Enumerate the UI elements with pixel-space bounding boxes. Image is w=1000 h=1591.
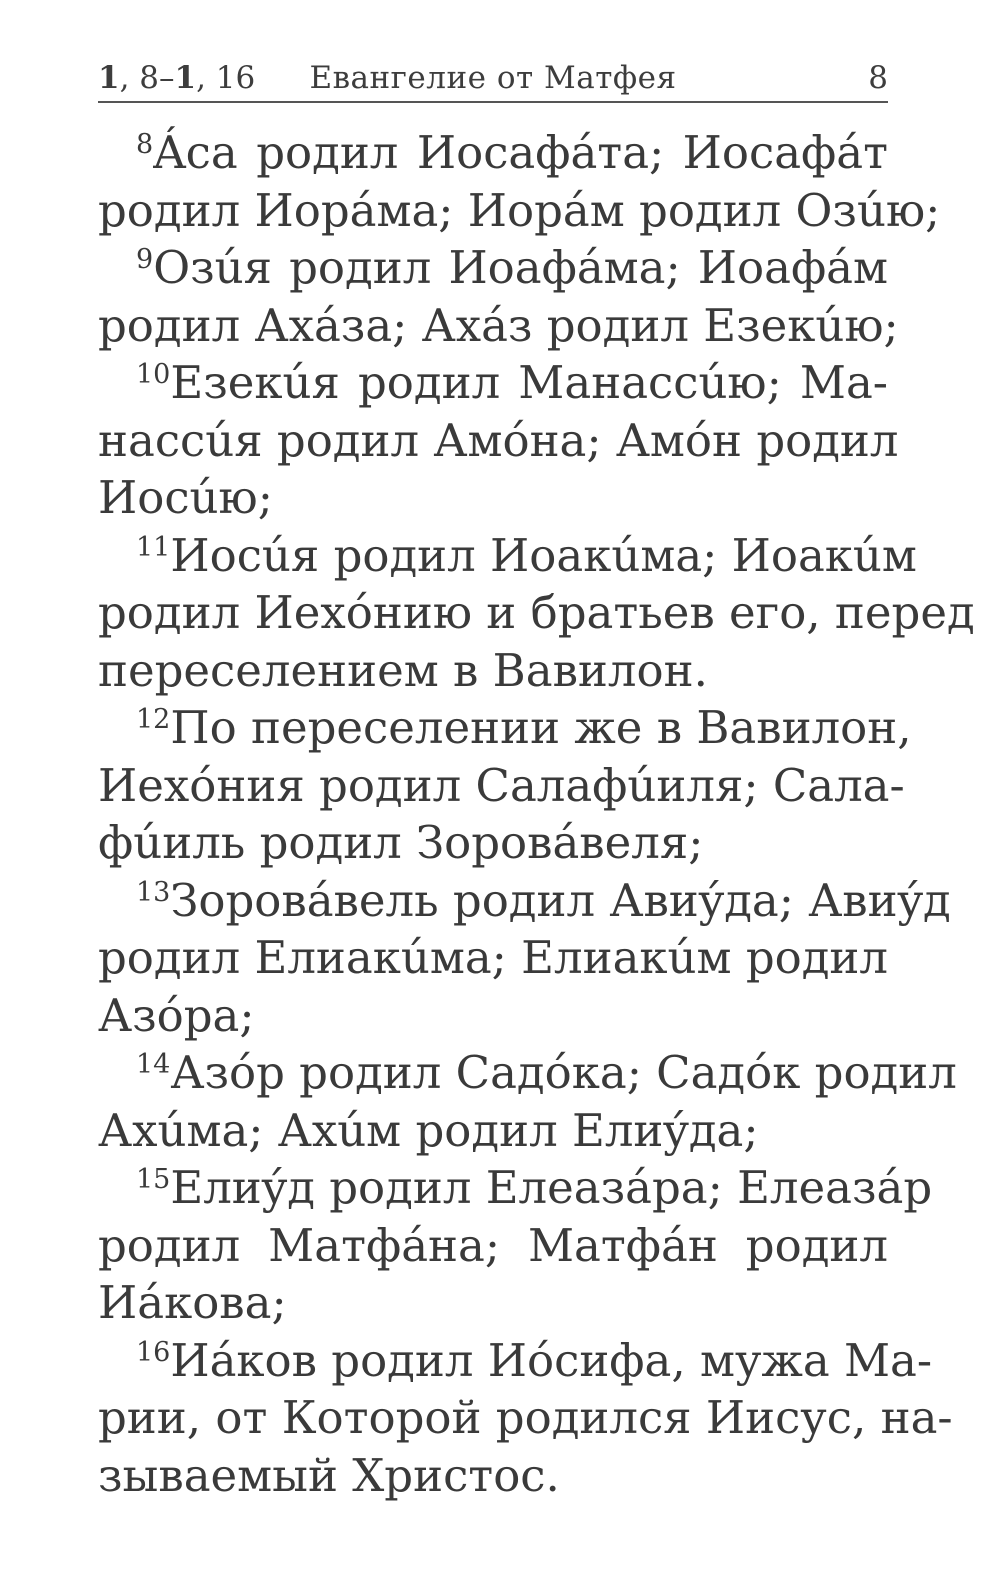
- verse-line: Ахúма; Ахúм родил Елиýда;: [98, 1103, 759, 1157]
- verse-line: $^{15}$Елиýд родил Елеазáра; Елеазáр: [136, 1161, 933, 1214]
- verse-line: родил Иорáма; Иорáм родил Озúю;: [98, 183, 941, 237]
- verse-number: 10: [136, 359, 171, 390]
- verse-line: переселением в Вавилон.: [98, 643, 708, 697]
- verse-line: $^{11}$Иосúя родил Иоакúма; Иоакúм: [136, 528, 917, 582]
- verse-line: Азóра;: [98, 988, 255, 1042]
- verse-line: $^{10}$Езекúя родил Манассúю; Ма-: [136, 356, 888, 409]
- page-number: 8: [868, 60, 888, 96]
- verse-11: [98, 527, 975, 700]
- verse-line: фúиль родил Зоровáвеля;: [98, 816, 704, 869]
- verse-number: 14: [136, 1049, 171, 1080]
- verse-line: зываемый Христос.: [98, 1448, 560, 1502]
- running-head: [98, 58, 888, 98]
- verse-line: родил Матфáна; Матфáн родил: [98, 1218, 888, 1272]
- header-rule: [98, 101, 888, 103]
- verse-line: $^{16}$Иáков родил Иóсифа, мужа Ма-: [136, 1333, 933, 1387]
- verse-line: $^9$Озúя родил Иоафáма; Иоафáм: [136, 241, 888, 294]
- verse-13: [98, 872, 951, 1045]
- verse-number: 9: [136, 244, 154, 275]
- verse-line: родил Ахáза; Ахáз родил Езекúю;: [98, 298, 899, 352]
- verse-line: рии, от Которой родился Иисус, на-: [98, 1391, 953, 1444]
- scripture-text: [98, 124, 975, 1504]
- verse-8: [98, 124, 941, 239]
- verse-9: [98, 239, 899, 354]
- verse-line: Иосúю;: [98, 471, 273, 524]
- verse-line: $^{12}$По переселении же в Вавилон,: [136, 701, 912, 754]
- book-title: Евангелие от Матфея: [309, 60, 677, 96]
- verse-number: 16: [136, 1336, 171, 1368]
- verse-number: 12: [136, 704, 171, 735]
- verse-15: [98, 1159, 933, 1332]
- verse-number: 11: [136, 531, 171, 563]
- verse-line: нассúя родил Амóна; Амóн родил: [98, 413, 899, 467]
- verse-number: 13: [136, 876, 171, 908]
- verse-line: $^8$Áса родил Иосафáта; Иосафáт: [136, 126, 888, 179]
- verse-line: родил Елиакúма; Елиакúм родил: [98, 931, 889, 984]
- verse-12: [98, 699, 912, 872]
- verse-16: [98, 1332, 953, 1505]
- verse-line: $^{14}$Азóр родил Садóка; Садóк родил: [136, 1046, 957, 1099]
- verse-line: Иáкова;: [98, 1276, 287, 1329]
- verse-line: родил Иехóнию и братьев его, перед: [98, 586, 975, 639]
- verse-14: [98, 1044, 957, 1159]
- verse-line: Иехóния родил Салафúиля; Сала-: [98, 758, 905, 812]
- chapter-verse-range: 1, 8–1, 16: [98, 60, 256, 96]
- verse-number: 15: [136, 1164, 171, 1195]
- verse-line: $^{13}$Зоровáвель родил Авиýда; Авиýд: [136, 873, 951, 927]
- verse-10: [98, 354, 899, 527]
- verse-number: 8: [136, 129, 154, 160]
